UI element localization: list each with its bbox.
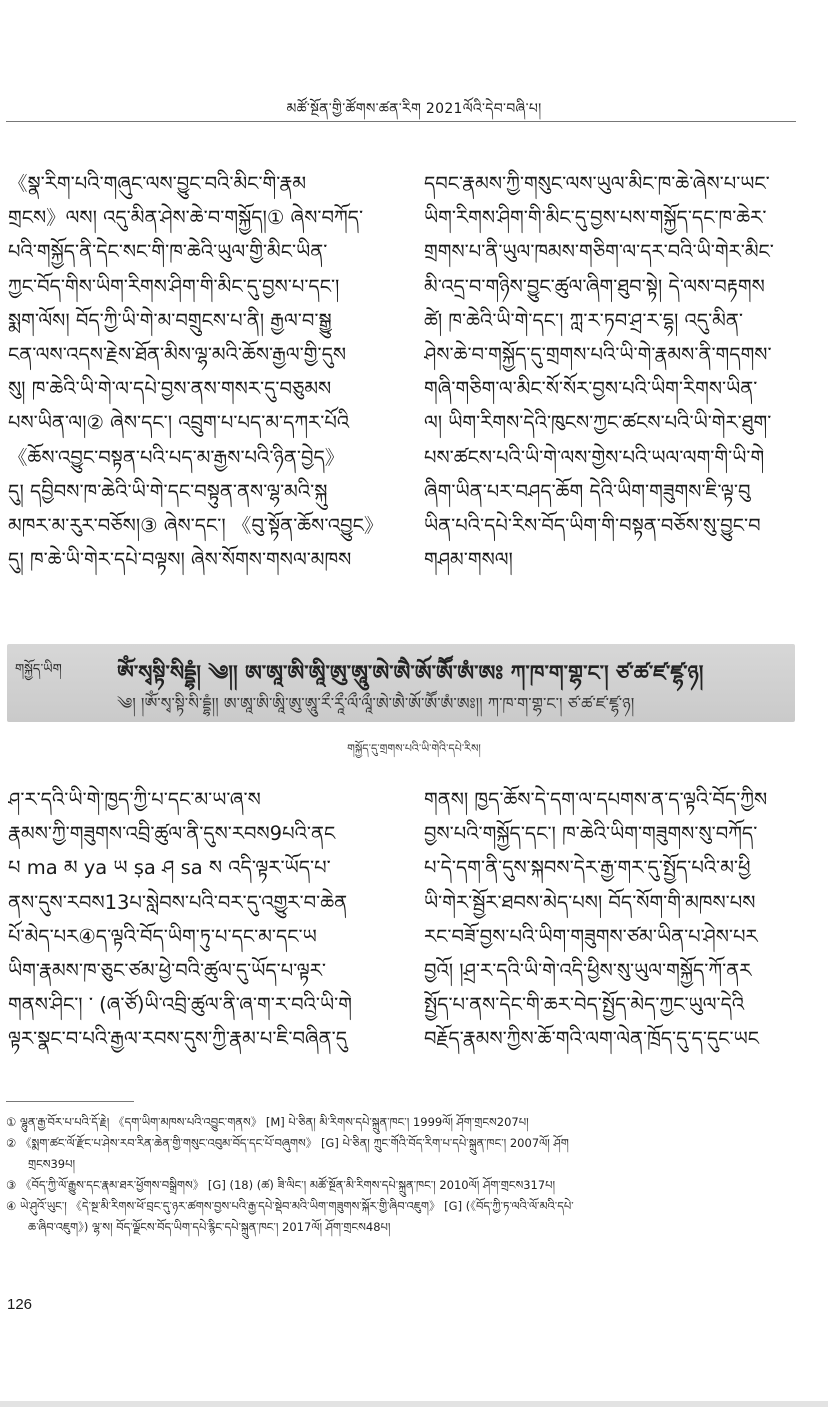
- text-line: མཁར་མ་རུར་བཅོས།③ ཞེས་དང་། 《བུ་སྟོན་ཆོས་འབྱུང》: [8, 514, 384, 538]
- page-number: 126: [7, 1296, 33, 1313]
- text-line: རྣམས་ཀྱི་གཟུགས་འབྲི་ཚུལ་ནི་དུས་རབས9པའི་ནང: [8, 822, 336, 846]
- text-line: ཡིན་པའི་དཔེ་རིས་བོད་ཡིག་གི་བསྟན་བཅོས་སུ་བྱུང་བ: [424, 514, 761, 538]
- text-line: པ ma མ ya ཡ ṣa ཤ sa ས འདི་ལྟར་ཡོད་པ་: [8, 856, 331, 880]
- text-line: ཀྱང་བོད་གིས་ཡིག་རིགས་ཤིག་གི་མིང་དུ་བྱས་པ་དང་།: [8, 274, 340, 298]
- running-head: མཚོ་སྔོན་གྱི་ཚོགས་ཚན་རིག 2021ལོའི་དེབ་བཞི་པ།: [286, 101, 542, 117]
- text-line: ཞིག་ཡིན་པར་བཤད་ཆོག དེའི་ཡིག་གཟུགས་ཇི་ལྟ་བུ: [424, 479, 751, 503]
- text-line: པས་ཡིན་ལ།② ཞེས་དང་། འབྲུག་པ་པད་མ་དཀར་པོའི: [8, 411, 350, 435]
- footnote-rule: [6, 1101, 134, 1102]
- footnote-4-continuation: ཆ་ཞིབ་འཇུག》) ལྷ་ས། བོད་ལྗོངས་བོད་ཡིག་དཔེ་རྙིང་དཔེ་སྐྲུན་ཁང་། 2017ལོ། ཤོག་གྲངས48པ།: [28, 1220, 391, 1234]
- lower-left-column: [8, 783, 398, 1057]
- text-line: རང་བཟོ་བྱས་པའི་ཡིག་གཟུགས་ཙམ་ཡིན་པ་ཤེས་པར: [424, 924, 758, 948]
- text-line: ཡིག་རྣམས་ཁ་ཅུང་ཙམ་ཕྱེ་བའི་ཚུལ་དུ་ཡོད་པ་ལྟར་: [8, 959, 326, 983]
- text-line: གནས་ཤིང་། ་ (ཞ་ཙོ)ཡི་འབྲི་ཚུལ་ནི་ཞ་ག་ར་བའི་ཡི་གེ: [8, 993, 352, 1017]
- text-line: ནས་དུས་རབས13པ་སླེབས་པའི་བར་དུ་འགྱུར་བ་ཆེན: [8, 890, 348, 914]
- text-line: ཤེས་ཆེ་བ་གསྐྱོད་དུ་གྲགས་པའི་ཡི་གེ་རྣམས་ནི་གདགས་: [424, 343, 772, 367]
- text-line: པ་དེ་དག་ནི་དུས་སྐབས་དེར་རྒྱ་གར་དུ་སྤྱོད་པའི་མ་ཕྱི: [424, 856, 751, 880]
- text-line: བྱས་པའི་གསྐྱོད་དང་། ཁ་ཆེའི་ཡིག་གཟུགས་སུ་བཀོད་: [424, 822, 758, 846]
- bottom-band: [0, 1401, 828, 1407]
- footnote-2-continuation: གྲངས39པ།: [28, 1157, 76, 1171]
- text-line: གནས། ཁྱད་ཆོས་དེ་དག་ལ་དཔགས་ན་ད་ལྟའི་བོད་ཀྱིས: [424, 788, 768, 811]
- text-line: བརྗོད་རྣམས་ཀྱིས་ཆོ་གའི་ལག་ལེན་ཁྲོད་དུ་ད་དུང་ཡང: [424, 1027, 759, 1051]
- text-line: བྱའོ། །ཤྲ་ར་དའི་ཡི་གེ་འདི་ཕྱིས་སུ་ཡུལ་གསྐྱོད་ཀོ་ནར: [424, 959, 752, 983]
- footnote-1: ① ལྷུན་རྒྱ་བོར་པ་པའི་དོ་རྗེ། 《དག་ཡིག་མཁས་པའི་འབྱུང་གནས》 [M] པེ་ཅིན། མི་རིགས་དཔེ་སྐྲུན་ཁང་། 1999ལོ། ཤོག་གྲངས207པ།: [6, 1115, 529, 1129]
- figure-caption: གསྐྱོད་དུ་གྲགས་པའི་ཡི་གེའི་དཔེ་རིས།: [347, 742, 481, 755]
- text-line: སྨག་ལོས། བོད་ཀྱི་ཡི་གེ་མ་བགྲུངས་པ་ནི། རྒྱལ་བ་སྒྱུ: [8, 308, 332, 332]
- text-line: ལྟར་སྣང་བ་པའི་རྒྱལ་རབས་དུས་ཀྱི་རྣམ་པ་ཇི་བཞིན་དུ: [8, 1027, 348, 1051]
- text-line: དབང་རྣམས་ཀྱི་གསུང་ལས་ཡུལ་མིང་ཁ་ཆེ་ཞེས་པ་ཡང་: [424, 172, 770, 195]
- text-line: གྲགས་པ་ནི་ཡུལ་ཁམས་གཅིག་ལ་དར་བའི་ཡི་གེར་མིང་: [424, 240, 774, 264]
- text-line: པའི་གསྐྱོད་ནི་དེང་སང་གི་ཁ་ཆེའི་ཡུལ་གྱི་མིང་ཡིན་: [8, 240, 328, 264]
- text-line: ཚེ། ཁ་ཆེའི་ཡི་གེ་དང་། ཀླ་ར་ཏབ་ཤྲ་ར་དྷ། འདུ་མིན་: [424, 308, 743, 332]
- text-line: སྤྱོད་པ་ནས་དེང་གི་ཆར་བེད་སྤྱོད་མེད་ཀྱང་ཡུལ་དེའི: [424, 993, 745, 1017]
- upper-right-column: [424, 167, 824, 577]
- text-line: ཤ་ར་དའི་ཡི་གེ་ཁྱད་ཀྱི་པ་དང་མ་ཡ་ཞ་ས: [8, 788, 261, 811]
- footnote-4: ④ ཡེ་ཤུའོ་ཡུང་། 《དེ་སྔ་མི་རིགས་ཕོ་བྲང་དུ་ཉར་ཚགས་བྱས་པའི་རྒྱ་དཔེ་སྡེབ་མའི་ཡིག་གཟུགས་སྐོར་གྱི་ཞིབ་འཇུག》 [G] (《བོད་ཀྱི་ཏ་ལའི་ལོ་མའི་དཔེ་: [6, 1199, 574, 1213]
- text-line: པོ་མེད་པར④ད་ལྟའི་བོད་ཡིག་ཏུ་པ་དང་མ་དང་ཡ: [8, 924, 317, 948]
- text-line: གྲངས》ལས། འདུ་མིན་ཤེས་ཆེ་བ་གསྐྱོད།① ཞེས་བཀོད་: [8, 206, 364, 230]
- script-sample-figure: [7, 644, 795, 722]
- figure-row-1: ཨོཾ་སྭསྟི་སིདྡྷཾ། ༄།། ཨ་ཨཱ་ཨི་ཨཱི་ཨུ་ཨཱུ་ཨེ་ཨཻ་ཨོ་ཨཽ་ཨཾ་ཨཿ ཀ་ཁ་ག་གྷ་ང་། ཙ་ཚ་ཛ་ཛྷ་ཉ།: [117, 660, 704, 685]
- lower-right-column: [424, 783, 824, 1057]
- text-line: སུ། ཁ་ཆེའི་ཡི་གེ་ལ་དཔེ་བྱས་ནས་གསར་དུ་བཅུམས: [8, 377, 332, 401]
- text-line: པས་ཚངས་པའི་ཡི་གེ་ལས་གྱེས་པའི་ཡལ་ལག་གི་ཡི་གེ: [424, 445, 765, 469]
- text-line: གཤམ་གསལ།: [424, 548, 513, 572]
- text-line: མི་འདྲ་བ་གཉིས་བྱུང་ཚུལ་ཞིག་ཐུབ་སྟེ། དེ་ལས་བརྟགས: [424, 274, 765, 298]
- footnote-3: ③ 《བོད་ཀྱི་ལོ་རྒྱུས་དང་རྣམ་ཐར་ཕྱོགས་བསྒྲིགས》 [G] (18) (ཚ) ཟི་ལིང་། མཚོ་སྔོན་མི་རིགས་དཔེ་སྐྲུན་ཁང་། 2010ལོ། ཤོག་གྲངས317པ།: [6, 1178, 556, 1192]
- text-line: ཡི་གེར་སྦྱོར་ཐབས་མེད་པས། བོད་སོག་གི་མཁས་པས: [424, 890, 756, 914]
- text-line: དུ། དབྱིབས་ཁ་ཆེའི་ཡི་གེ་དང་བསྟུན་ནས་ལྷ་མའི་སྐུ: [8, 479, 328, 503]
- figure-side-label: གསྐྱོད་ཡིག: [15, 662, 62, 677]
- header-rule: [6, 121, 796, 122]
- upper-left-column: [8, 167, 398, 577]
- text-line: ལ། ཡིག་རིགས་དེའི་ཁུངས་ཀྱང་ཚངས་པའི་ཡི་གེར་ཐུག་: [424, 411, 772, 435]
- footnotes: [6, 1112, 806, 1238]
- text-line: 《ཆོས་འབྱུང་བསྟན་པའི་པད་མ་རྒྱས་པའི་ཉིན་བྱེད》: [8, 445, 345, 469]
- text-line: གཞི་གཅིག་ལ་མིང་སོ་སོར་བྱས་པའི་ཡིག་རིགས་ཡིན་: [424, 377, 758, 401]
- text-line: དུ། ཁ་ཆེ་ཡི་གེར་དཔེ་བལྟས། ཞེས་སོགས་གསལ་མཁས: [8, 548, 352, 572]
- figure-row-2: ༄། །ཨོཾ་སྭ་སྟི་སི་དྡྷཾ།། ཨ་ཨཱ་ཨི་ཨཱི་ཨུ་ཨཱུ་རྀ་རཱྀ་ལྀ་ལཱྀ་ཨེ་ཨཻ་ཨོ་ཨཽ་ཨཾ་ཨཿ།། ཀ་ཁ་ག་གྷ་ང་། ཙ་ཚ་ཛ་ཛྷ་ཉ།: [117, 694, 635, 713]
- text-line: 《སྣ་རིག་པའི་གཞུང་ལས་བྱུང་བའི་མིང་གི་རྣམ: [8, 172, 307, 195]
- text-line: ཡིག་རིགས་ཤིག་གི་མིང་དུ་བྱས་པས་གསྐྱོད་དང་ཁ་ཆེར་: [424, 206, 767, 230]
- footnote-2: ② 《སྨག་ཚང་ལོ་རྫོང་པ་ཤེས་རབ་རིན་ཆེན་གྱི་གསུང་འབུམ་བོད་དང་པོ་བཞུགས》 [G] པེ་ཅིན། ཀྲུང་གོའི་བོད་རིག་པ་དཔེ་སྐྲུན་ཁང་། 2007ལོ། ཤོག: [6, 1136, 569, 1150]
- text-line: ངན་ལས་འདས་རྗེས་ཐོན་མིས་ལྷ་མའི་ཆོས་རྒྱལ་གྱི་དུས: [8, 343, 347, 367]
